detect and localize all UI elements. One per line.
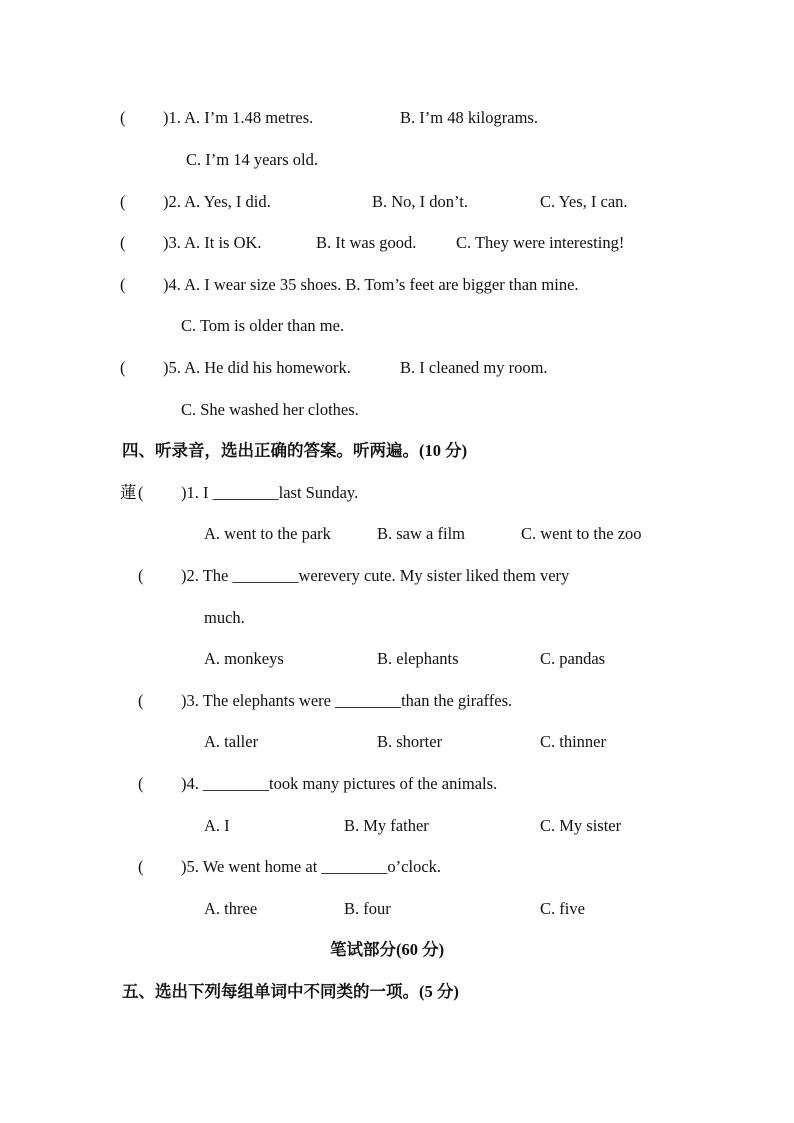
written-part-title: 笔试部分(60 分)	[330, 940, 445, 959]
s4-question-2-option-c: C. pandas	[540, 649, 606, 668]
answer-paren[interactable]: (	[120, 108, 126, 127]
s4-question-5-option-c: C. five	[540, 899, 585, 918]
question-1-option-c: C. I’m 14 years old.	[186, 150, 318, 169]
question-2-option-a: )2. A. Yes, I did.	[163, 192, 271, 211]
question-2-option-b: B. No, I don’t.	[372, 192, 468, 211]
answer-paren[interactable]: (	[138, 483, 144, 502]
question-3-option-a: )3. A. It is OK.	[163, 233, 262, 252]
s4-question-1-option-a: A. went to the park	[204, 524, 331, 543]
s4-question-3-option-c: C. thinner	[540, 732, 606, 751]
question-4-option-c: C. Tom is older than me.	[181, 316, 345, 335]
s4-question-5-option-b: B. four	[344, 899, 391, 918]
s4-question-1-option-c: C. went to the zoo	[521, 524, 642, 543]
s4-question-1-option-b: B. saw a film	[377, 524, 465, 543]
s4-question-4-option-c: C. My sister	[540, 816, 622, 835]
question-1-option-a: )1. A. I’m 1.48 metres.	[163, 108, 314, 127]
question-3-option-c: C. They were interesting!	[456, 233, 625, 252]
s4-question-5-option-a: A. three	[204, 899, 258, 918]
question-2-option-c: C. Yes, I can.	[540, 192, 628, 211]
answer-paren[interactable]: (	[120, 192, 126, 211]
answer-paren[interactable]: (	[138, 691, 144, 710]
s4-question-4-text: )4. ________took many pictures of the animals.	[181, 774, 498, 793]
answer-paren[interactable]: (	[120, 358, 126, 377]
s4-question-2-option-a: A. monkeys	[204, 649, 284, 668]
s4-question-4-option-b: B. My father	[344, 816, 429, 835]
stray-mark: 蓮	[120, 483, 137, 502]
question-5-option-c: C. She washed her clothes.	[181, 400, 359, 419]
answer-paren[interactable]: (	[120, 275, 126, 294]
s4-question-3-option-b: B. shorter	[377, 732, 443, 751]
section-4-heading: 四、听录音，选出正确的答案。听两遍。(10 分)	[122, 441, 468, 460]
answer-paren[interactable]: (	[138, 566, 144, 585]
question-4-options-ab: )4. A. I wear size 35 shoes. B. Tom’s feet are bigger than mine.	[163, 275, 579, 294]
answer-paren[interactable]: (	[120, 233, 126, 252]
answer-paren[interactable]: (	[138, 774, 144, 793]
s4-question-2-text-continued: much.	[204, 608, 245, 627]
s4-question-2-text: )2. The ________werevery cute. My sister liked them very	[181, 566, 570, 585]
s4-question-2-option-b: B. elephants	[377, 649, 459, 668]
s4-question-3-text: )3. The elephants were ________than the giraffes.	[181, 691, 513, 710]
answer-paren[interactable]: (	[138, 857, 144, 876]
s4-question-1-text: )1. I ________last Sunday.	[181, 483, 359, 502]
s4-question-3-option-a: A. taller	[204, 732, 259, 751]
s4-question-5-text: )5. We went home at ________o’clock.	[181, 857, 442, 876]
s4-question-4-option-a: A. I	[204, 816, 230, 835]
question-3-option-b: B. It was good.	[316, 233, 417, 252]
question-5-option-b: B. I cleaned my room.	[400, 358, 548, 377]
section-5-heading: 五、选出下列每组单词中不同类的一项。(5 分)	[122, 982, 459, 1001]
question-1-option-b: B. I’m 48 kilograms.	[400, 108, 538, 127]
question-5-option-a: )5. A. He did his homework.	[163, 358, 351, 377]
